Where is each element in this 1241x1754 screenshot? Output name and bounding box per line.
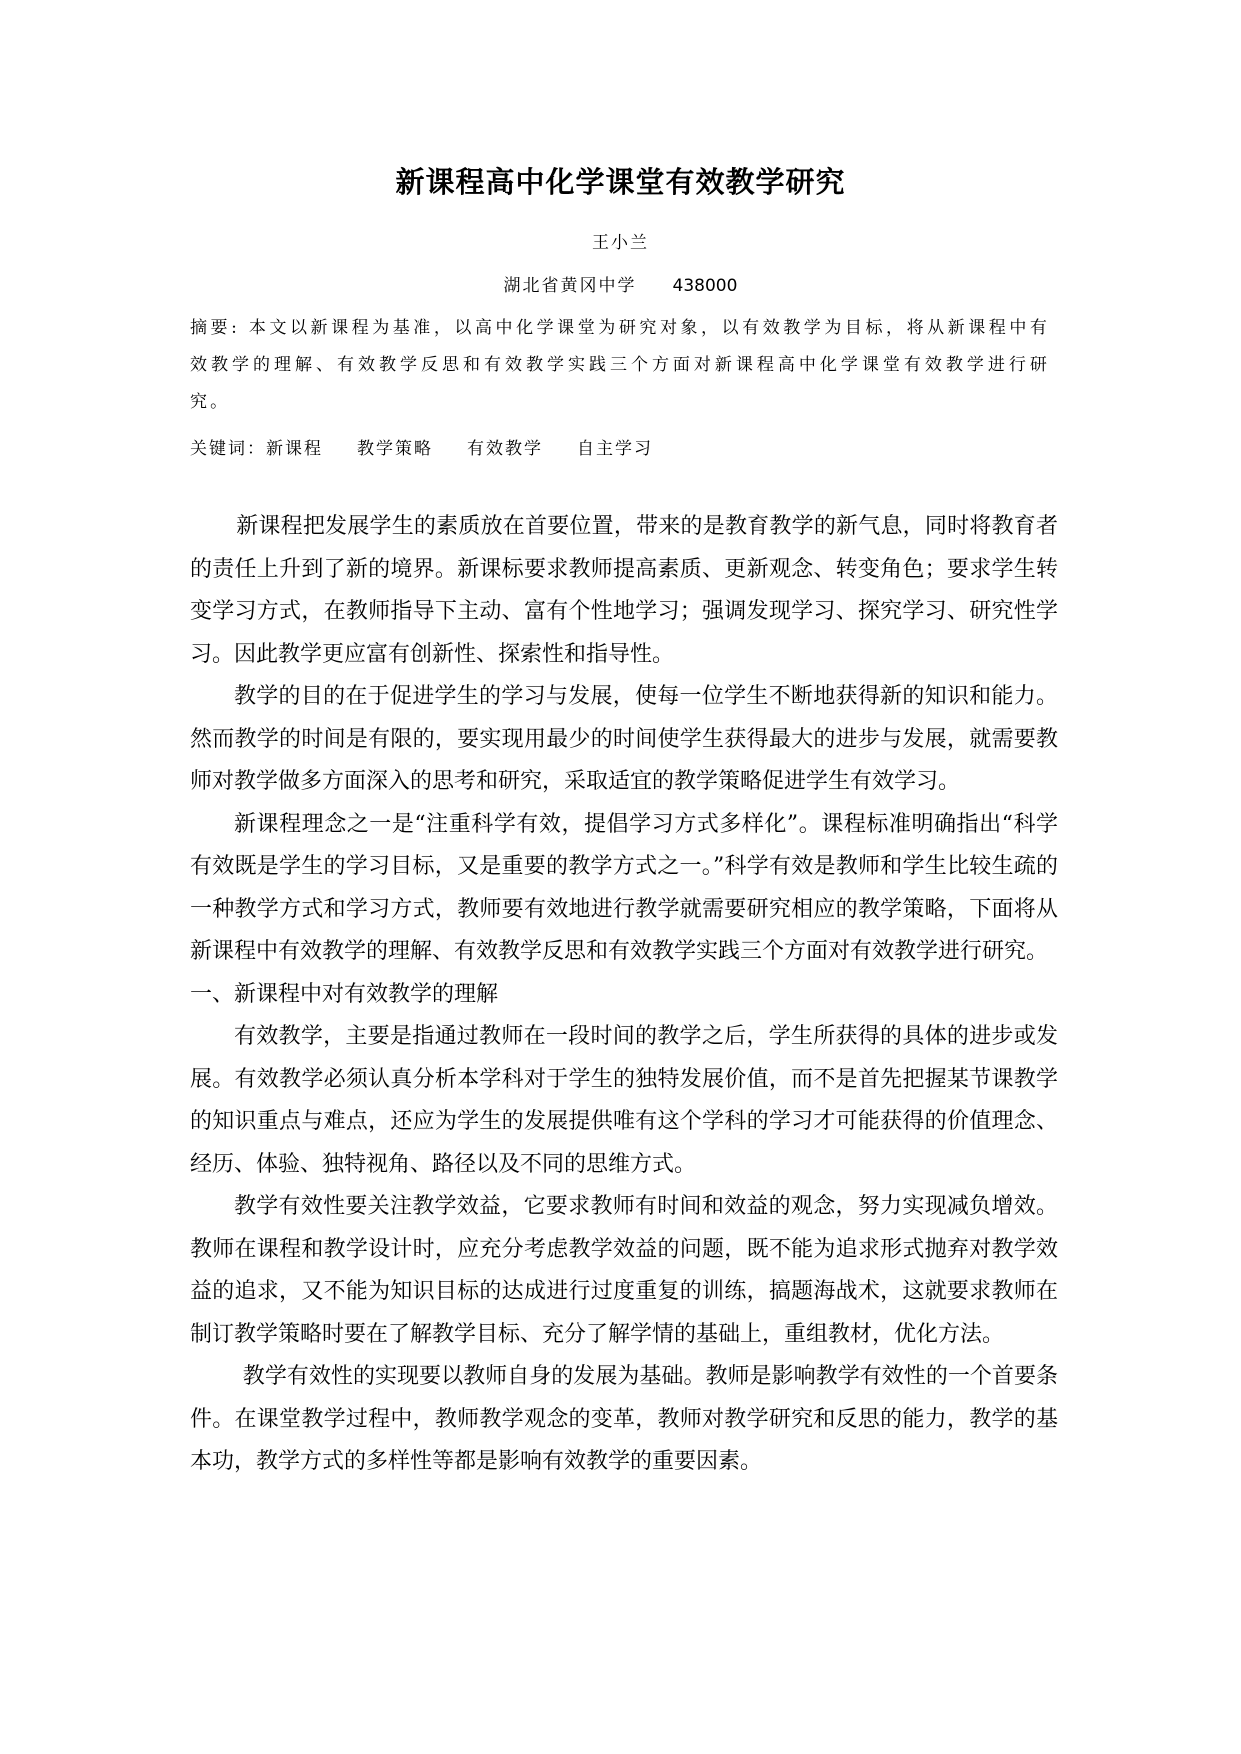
body-paragraph: 教学的目的在于促进学生的学习与发展，使每一位学生不断地获得新的知识和能力。然而教学的时间是有限的，要实现用最少的时间使学生获得最大的进步与发展，就需要教师对教学做多方面深入的思考和研究，采取适宜的教学策略促进学生有效学习。: [190, 684, 1058, 794]
keyword-item: 自主学习: [577, 439, 653, 459]
keyword-item: 教学策略: [357, 439, 433, 459]
keyword-item: 新课程: [266, 439, 323, 459]
body-paragraph: 教学有效性要关注教学效益，它要求教师有时间和效益的观念，努力实现减负增效。教师在课程和教学设计时，应充分考虑教学效益的问题，既不能为追求形式抛弃对教学效益的追求，又不能为知识目标的达成进行过度重复的训练，搞题海战术，这就要求教师在制订教学策略时要在了解教学目标、充分了解学情的基础上，重组教材，优化方法。: [190, 1194, 1058, 1347]
affiliation-school: 湖北省黄冈中学: [503, 276, 637, 296]
document-body: [190, 506, 1058, 1484]
author-affiliation: [0, 271, 1241, 296]
body-paragraph: 教学有效性的实现要以教师自身的发展为基础。教师是影响教学有效性的一个首要条件。在课堂教学过程中，教师教学观念的变革，教师对教学研究和反思的能力，教学的基本功，教学方式的多样性等都是影响有效教学的重要因素。: [190, 1364, 1058, 1474]
section-heading: 一、新课程中对有效教学的理解: [190, 981, 499, 1007]
body-paragraph: 有效教学，主要是指通过教师在一段时间的教学之后，学生所获得的具体的进步或发展。有效教学必须认真分析本学科对于学生的独特发展价值，而不是首先把握某节课教学的知识重点与难点，还应为学生的发展提供唯有这个学科的学习才可能获得的价值理念、经历、体验、独特视角、路径以及不同的思维方式。: [190, 1024, 1058, 1177]
document-title: 新课程高中化学课堂有效教学研究: [395, 165, 846, 199]
author-name: 王小兰: [592, 233, 649, 253]
keywords: [190, 434, 1050, 459]
affiliation-zip: 438000: [672, 276, 738, 296]
abstract: 摘要: 本文以新课程为基准，以高中化学课堂为研究对象，以有效教学为目标，将从新课程中有效教学的理解、有效教学反思和有效教学实践三个方面对新课程高中化学课堂有效教学进行研究。: [190, 318, 1050, 412]
body-paragraph: 新课程理念之一是“注重科学有效，提倡学习方式多样化”。课程标准明确指出“科学有效既是学生的学习目标，又是重要的教学方式之一。”科学有效是教师和学生比较生疏的一种教学方式和学习方式，教师要有效地进行教学就需要研究相应的教学策略，下面将从新课程中有效教学的理解、有效教学反思和有效教学实践三个方面对有效教学进行研究。: [190, 811, 1058, 964]
body-paragraph: 新课程把发展学生的素质放在首要位置，带来的是教育教学的新气息，同时将教育者的责任上升到了新的境界。新课标要求教师提高素质、更新观念、转变角色；要求学生转变学习方式，在教师指导下主动、富有个性地学习；强调发现学习、探究学习、研究性学习。因此教学更应富有创新性、探索性和指导性。: [190, 514, 1058, 667]
keywords-label: 关键词：: [190, 439, 266, 459]
keyword-item: 有效教学: [467, 439, 543, 459]
